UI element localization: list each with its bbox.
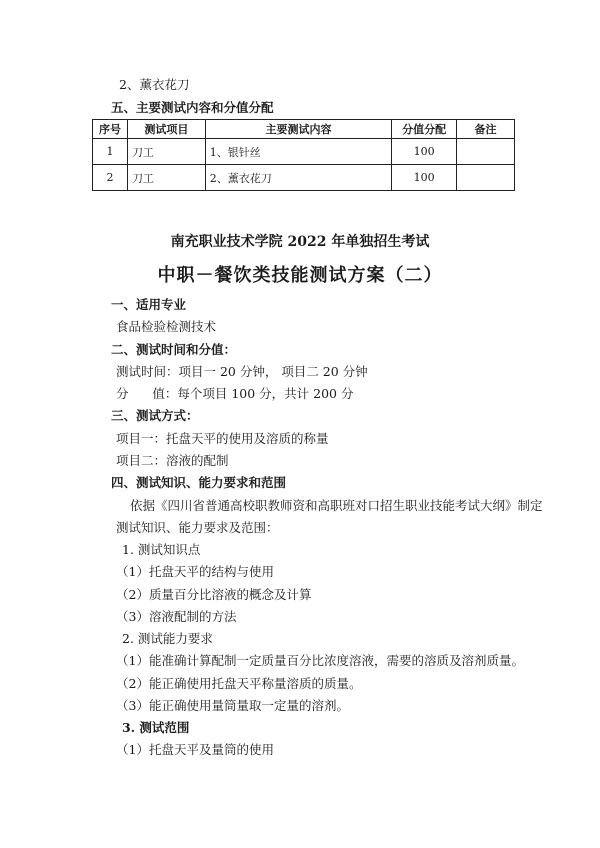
table-header-cell: 主要测试内容 xyxy=(205,120,391,139)
table-cell: 刀工 xyxy=(127,139,205,165)
section2-time: 测试时间：项目一 20 分钟， 项目二 20 分钟 xyxy=(116,364,368,379)
list-item: （2）质量百分比溶液的概念及计算 xyxy=(116,587,312,602)
list-item: （1）托盘天平的结构与使用 xyxy=(116,564,274,579)
list-item: （1）托盘天平及量筒的使用 xyxy=(116,742,274,757)
table-header-cell: 分值分配 xyxy=(392,120,457,139)
table-header-cell: 备注 xyxy=(457,120,515,139)
range-heading: 3. 测试范围 xyxy=(122,720,190,735)
section1-heading: 一、适用专业 xyxy=(111,297,187,312)
table-cell: 100 xyxy=(392,139,457,165)
section1-text: 食品检验检测技术 xyxy=(116,319,217,334)
section4-paragraph-line1: 依据《四川省普通高校职教师资和高职班对口招生职业技能考试大纲》制定 xyxy=(130,498,543,513)
section2-score: 分 值：每个项目 100 分，共计 200 分 xyxy=(116,386,354,401)
section5-heading: 五、主要测试内容和分值分配 xyxy=(111,100,274,115)
list-item: （1）能准确计算配制一定质量百分比浓度溶液，需要的溶质及溶剂质量。 xyxy=(116,653,524,668)
section2-heading: 二、测试时间和分值： xyxy=(111,342,237,357)
table-cell: 100 xyxy=(392,165,457,191)
section3-heading: 三、测试方式： xyxy=(111,408,199,423)
section3-item1: 项目一：托盘天平的使用及溶质的称量 xyxy=(116,431,329,446)
section4-heading: 四、测试知识、能力要求和范围 xyxy=(111,475,287,490)
table-cell: 2、薰衣花刀 xyxy=(205,165,391,191)
list-item: （2）能正确使用托盘天平称量溶质的质量。 xyxy=(116,676,362,691)
list-item: （3）溶液配制的方法 xyxy=(116,609,237,624)
score-table xyxy=(92,119,515,191)
table-cell: 2 xyxy=(93,165,128,191)
section4-paragraph-line2: 测试知识、能力要求及范围： xyxy=(116,520,279,535)
ability-heading: 2. 测试能力要求 xyxy=(122,631,213,646)
section3-item2: 项目二：溶液的配制 xyxy=(116,453,229,468)
table-row xyxy=(93,165,515,191)
table-cell: 1 xyxy=(93,139,128,165)
table-header-cell: 测试项目 xyxy=(127,120,205,139)
knowledge-heading: 1. 测试知识点 xyxy=(122,542,201,557)
table-cell: 刀工 xyxy=(127,165,205,191)
table-row xyxy=(93,139,515,165)
top-item: 2、薰衣花刀 xyxy=(119,77,190,92)
table-cell: 1、银针丝 xyxy=(205,139,391,165)
document-title-line2: 中职－餐饮类技能测试方案（二） xyxy=(157,265,443,286)
table-header-cell: 序号 xyxy=(93,120,128,139)
list-item: （3）能正确使用量筒量取一定量的溶剂。 xyxy=(116,698,349,713)
table-cell xyxy=(457,139,515,165)
document-title-line1: 南充职业技术学院 2022 年单独招生考试 xyxy=(170,234,430,250)
table-header-row xyxy=(93,120,515,139)
table-cell xyxy=(457,165,515,191)
